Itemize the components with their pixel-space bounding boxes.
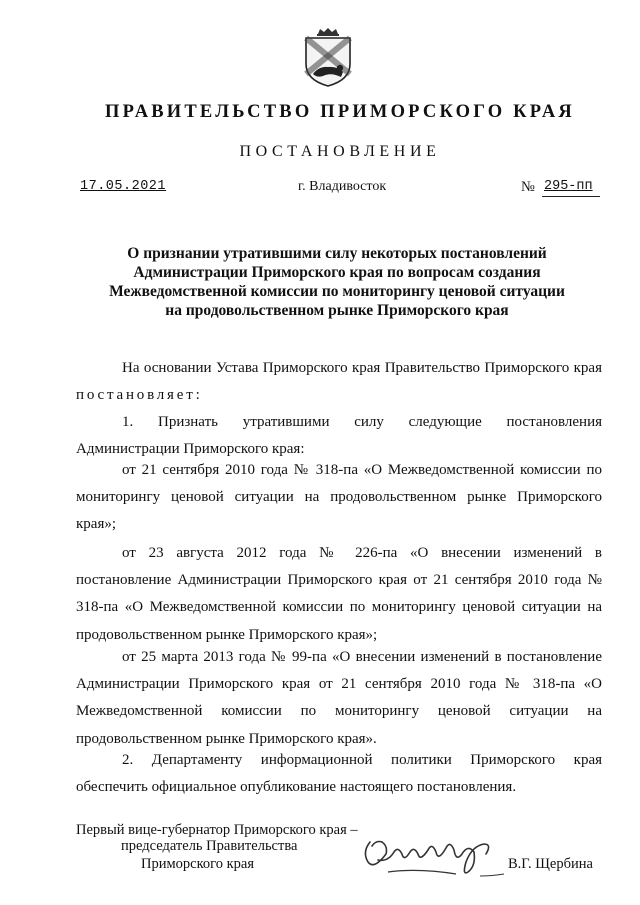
resolves-word: постановляет: — [76, 387, 203, 404]
document-date: 17.05.2021 — [80, 179, 167, 194]
item-1-paragraph: 1. Признать утратившими силу следующие постановления Администрации Приморского края: — [76, 414, 602, 458]
document-heading: О признании утратившими силу некоторых постановлений Администрации Приморского края по вопросам создания Межведомственной комиссии по мониторингу ценовой ситуации на продовольственном рынке Приморского края — [109, 245, 565, 319]
document-number-label: № — [521, 179, 535, 195]
number-underline — [542, 196, 600, 197]
coat-of-arms-icon — [301, 28, 355, 88]
document-type: ПОСТАНОВЛЕНИЕ — [239, 143, 441, 160]
handwritten-signature-icon — [358, 832, 508, 884]
document-number: 295-пп — [544, 179, 593, 194]
decree-c-paragraph: от 25 марта 2013 года № 99-па «О внесении изменений в постановление Администрации Приморского края от 21 сентября 2010 года № 318-па «О Межведомственной комиссии по мониторингу ценовой ситуации на продовольственном рынке Приморского края». — [76, 649, 602, 747]
item-2-paragraph: 2. Департаменту информационной политики Приморского края обеспечить официальное опубликование настоящего постановления. — [76, 752, 602, 796]
decree-a-paragraph: от 21 сентября 2010 года № 318-па «О Межведомственной комиссии по мониторингу ценовой ситуации на продовольственном рынке Приморского края»; — [76, 462, 602, 533]
preamble-text: На основании Устава Приморского края Правительство Приморского края — [122, 360, 602, 376]
government-title: ПРАВИТЕЛЬСТВО ПРИМОРСКОГО КРАЯ — [104, 102, 575, 122]
document-city: г. Владивосток — [298, 179, 387, 194]
signer-name: В.Г. Щербина — [508, 856, 593, 872]
signer-position-line-2: председатель Правительства — [121, 838, 298, 854]
signer-position-line-1: Первый вице-губернатор Приморского края – — [76, 822, 358, 838]
preamble-paragraph — [76, 355, 602, 409]
decree-b-paragraph: от 23 августа 2012 года № 226-па «О внесении изменений в постановление Администрации Приморского края от 21 сентября 2010 года № 318-па «О Межведомственной комиссии по мониторингу ценовой ситуации на продовольственном рынке Приморского края»; — [76, 545, 602, 643]
signer-position-line-3: Приморского края — [141, 856, 255, 872]
